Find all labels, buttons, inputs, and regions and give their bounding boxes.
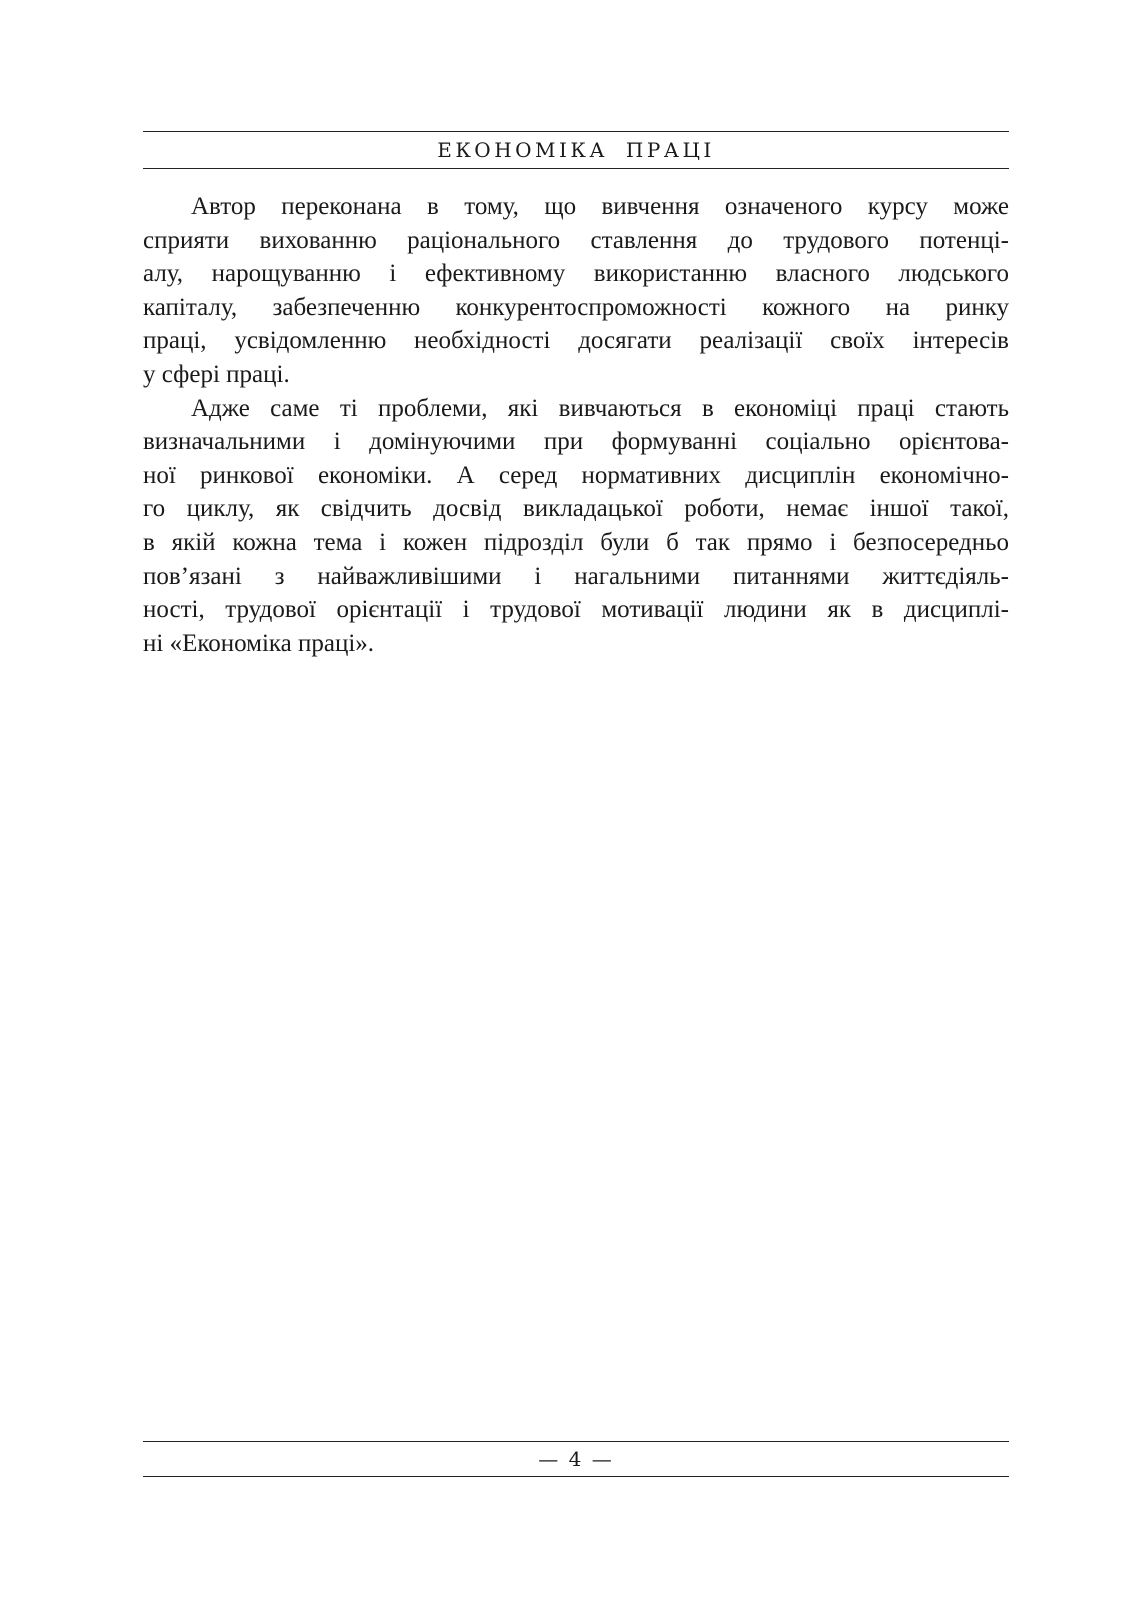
text-line: пов’язані з найважливішими і нагальними питаннями життєдіяль- [143,562,1009,590]
text-line: праці, усвідомленню необхідності досягати реалізації своїх інтересів [143,327,1009,355]
text-line: сприяти вихованню раціонального ставлення до трудового потенці- [143,226,1009,254]
document-page [143,0,1009,1615]
text-line: капіталу, забезпеченню конкурентоспроможності кожного на ринку [143,293,1009,321]
text-line: ні «Економіка праці». [143,629,375,657]
running-title: ЕКОНОМІКА ПРАЦІ [437,138,715,162]
text-line: у сфері праці. [143,360,290,388]
text-line: Автор переконана в тому, що вивчення означеного курсу може [191,193,1009,220]
text-line: визначальними і домінуючими при формуванні соціально орієнтова- [143,428,1009,456]
text-line: го циклу, як свідчить досвід викладацької роботи, немає іншої такої, [143,495,1009,523]
text-line: Адже саме ті проблеми, які вивчаються в економіці праці стають [191,394,1009,422]
paragraph-1 [143,190,1009,392]
running-header [143,131,1009,169]
page-footer [143,1441,1009,1477]
text-line: ної ринкової економіки. А серед нормативних дисциплін економічно- [143,461,1009,489]
text-line: алу, нарощуванню і ефективному використанню власного людського [143,260,1009,288]
body-text [143,190,1009,660]
text-line: в якій кожна тема і кожен підрозділ були б так прямо і безпосередньо [143,528,1009,556]
page-number: — 4 — [538,1447,614,1471]
text-line: ності, трудової орієнтації і трудової мотивації людини як в дисциплі- [143,596,1009,624]
paragraph-2 [143,392,1009,661]
